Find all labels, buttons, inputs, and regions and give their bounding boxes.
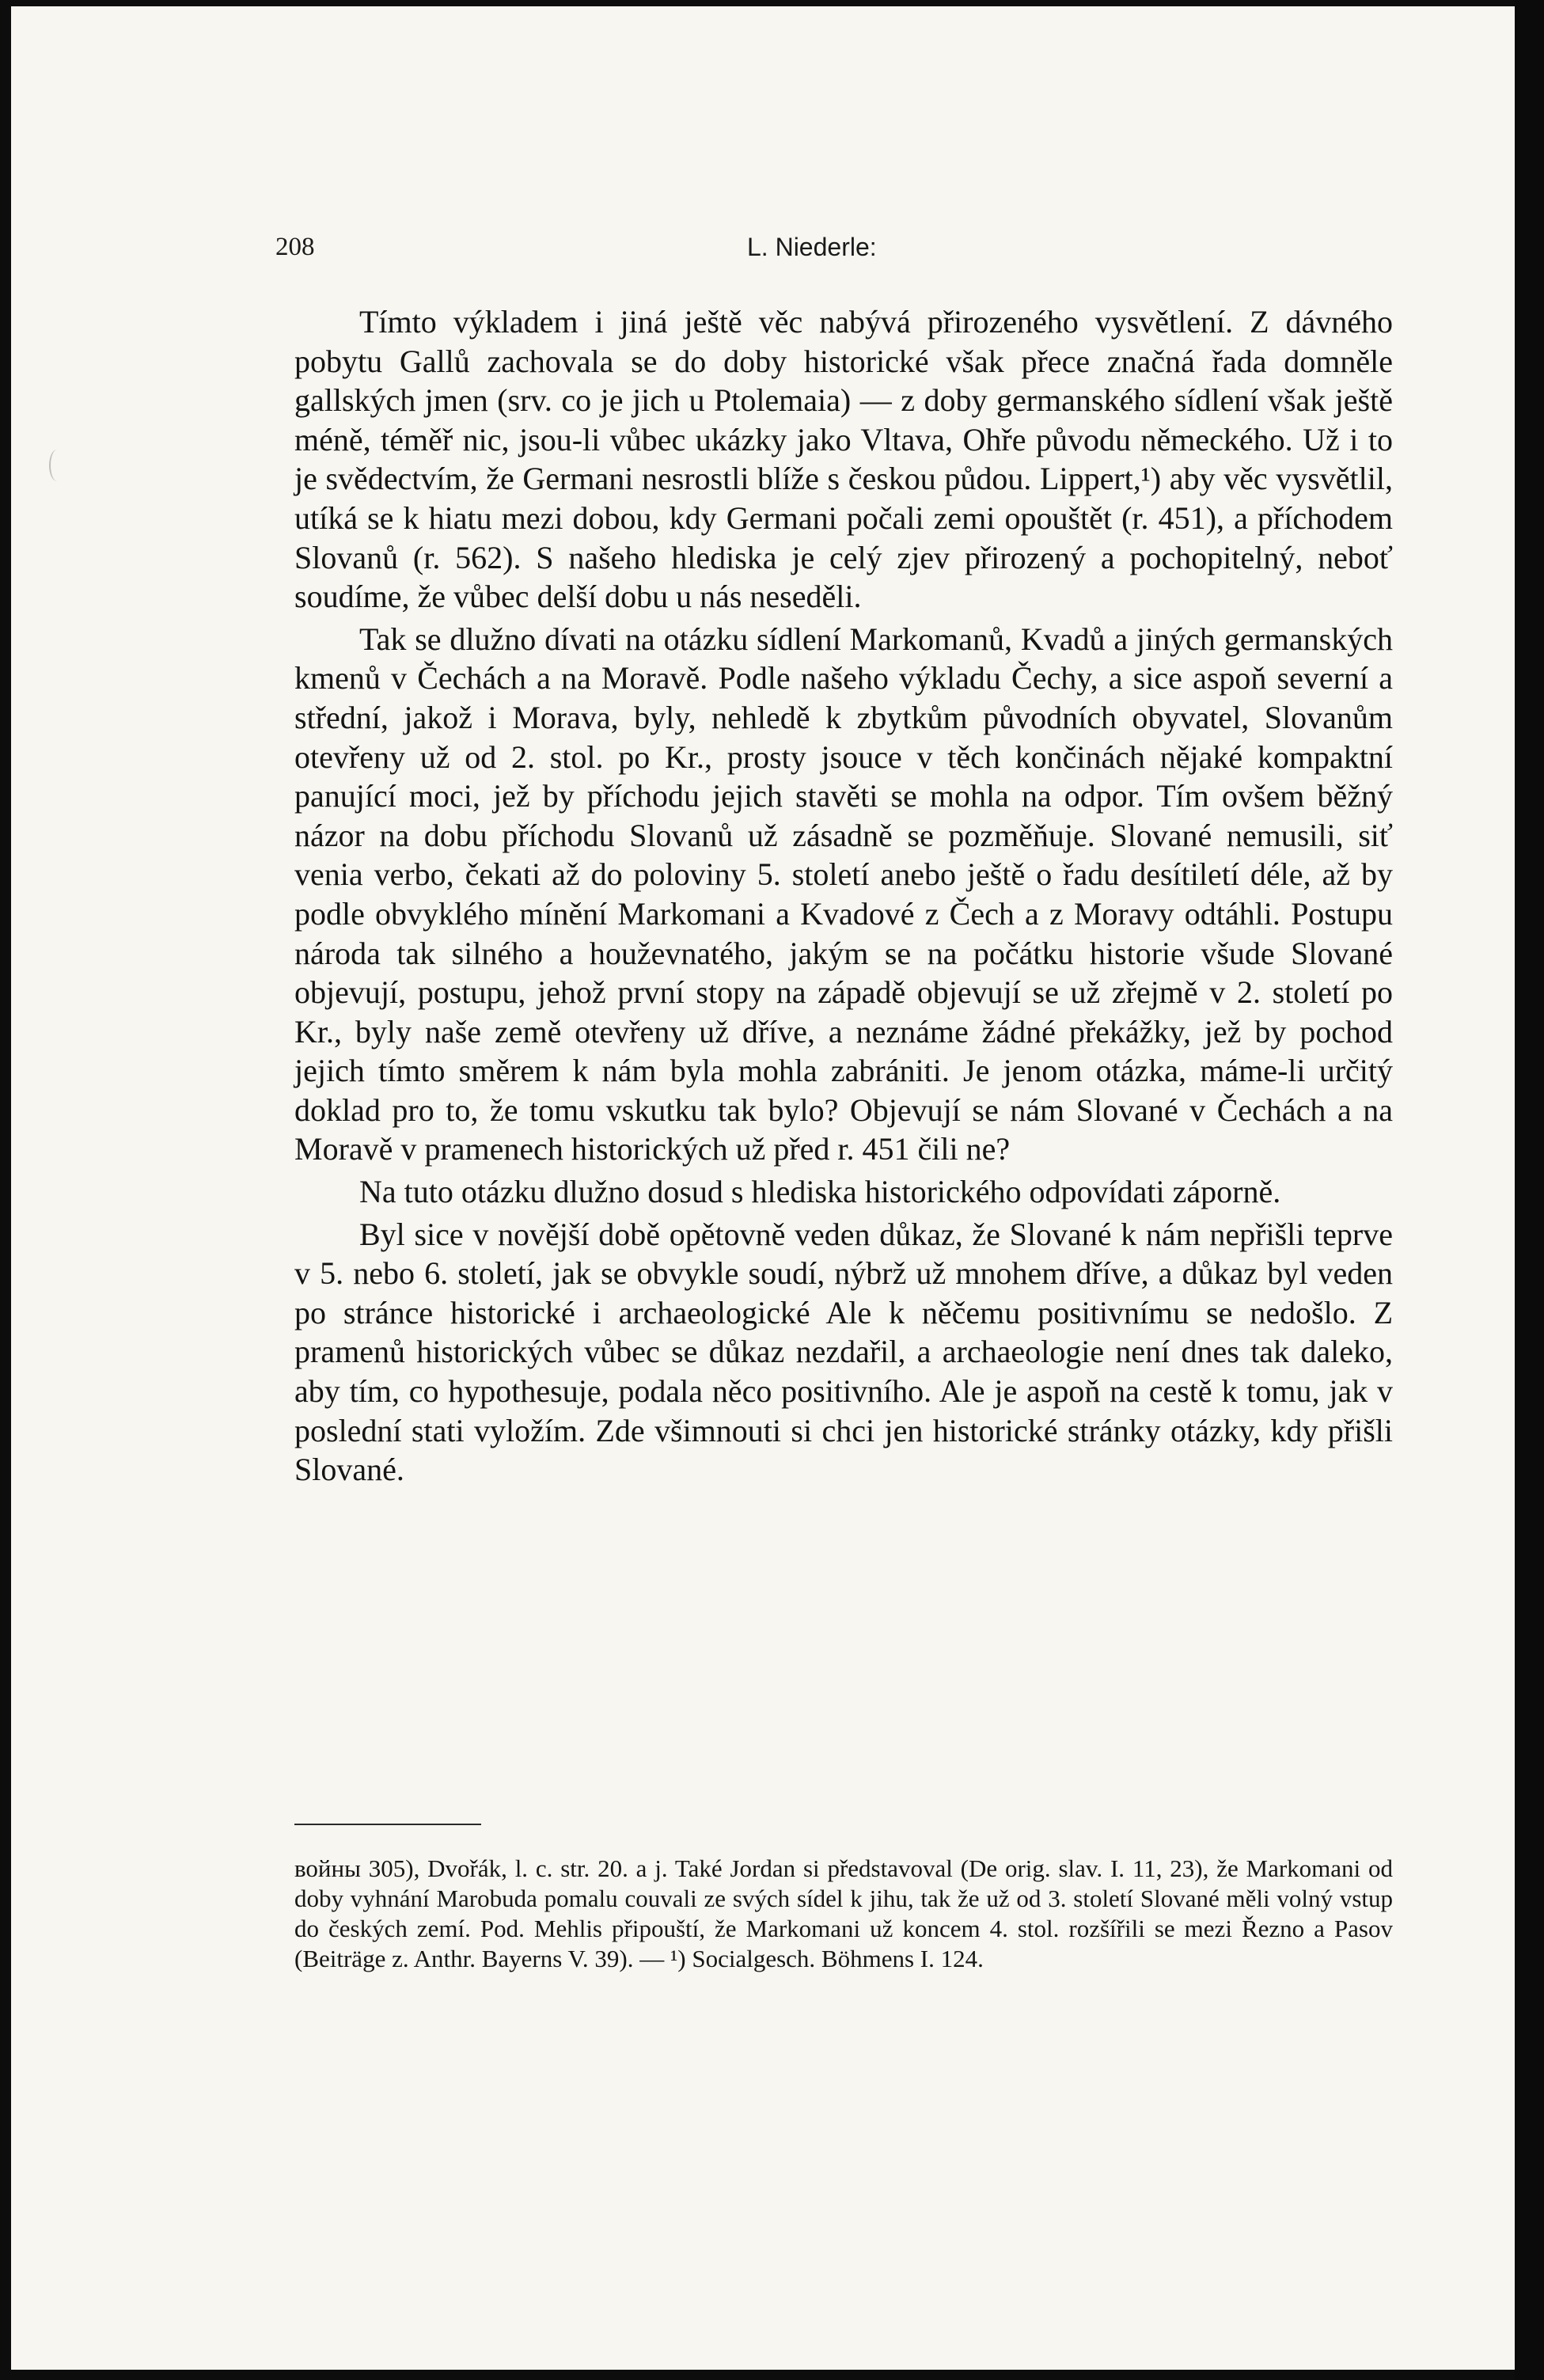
paragraph-2: Tak se dlužno dívati na otázku sídlení Markomanů, Kvadů a jiných germanských kmenů v Čechách a na Moravě. Podle našeho výkladu Čechy, a sice aspoň severní a střední, jakož i Morava, byly, nehledě k zbytkům původních obyvatel, Slovanům otevřeny už od 2. stol. po Kr., prosty jsouce v těch končinách nějaké kompaktní panující moci, jež by příchodu jejich stavěti se mohla na odpor. Tím ovšem běžný názor na dobu příchodu Slovanů už zásadně se pozměňuje. Slované nemusili, siť venia verbo, čekati až do poloviny 5. století anebo ještě o řadu desítiletí déle, až by podle obvyklého mínění Markomani a Kvadové z Čech a z Moravy odtáhli. Postupu národa tak silného a houževnatého, jakým se na počátku historie všude Slované objevují, postupu, jehož první stopy na západě objevují se už zřejmě v 2. století po Kr., byly naše země otevřeny už dříve, a neznáme žádné překážky, jež by pochod jejich tímto směrem k nám byla mohla zabrániti. Je jenom otázka, máme-li určitý doklad pro to, že tomu vskutku tak bylo? Objevují se nám Slované v Čechách a na Moravě v pramenech historických už před r. 451 čili ne? [294, 621, 1393, 1167]
book-page [11, 6, 1515, 2370]
scan-border [1515, 0, 1544, 2380]
paragraph-4: Byl sice v novější době opětovně veden důkaz, že Slované k nám nepřišli teprve v 5. nebo 6. století, jak se obvykle soudí, nýbrž už mnohem dříve, a důkaz byl veden po stránce historické i archaeologické Ale k něčemu positivnímu se nedošlo. Z pramenů historických vůbec se důkaz nezdařil, a archaeologie není dnes tak daleko, aby tím, co hypothesuje, podala něco positivního. Ale je aspoň na cestě k tomu, jak v poslední stati vyložím. Zde všimnouti si chci jen historické stránky otázky, kdy přišli Slované. [294, 1216, 1393, 1488]
footnote-text: войны 305), Dvořák, l. c. str. 20. a j. Také Jordan si představoval (De orig. slav. I. 11, 23), že Markomani od doby vyhnání Marobuda pomalu couvali ze svých sídel k jihu, tak že už od 3. století Slované měli volný vstup do českých zemí. Pod. Mehlis připouští, že Markomani už koncem 4. stol. rozšířili se mezi Řezno a Pasov (Beiträge z. Anthr. Bayerns V. 39). — ¹) Socialgesch. Böhmens I. 124. [294, 1854, 1393, 1972]
page-number: 208 [275, 233, 315, 261]
margin-smudge [49, 450, 65, 481]
running-head: L. Niederle: [747, 233, 877, 261]
footnote-divider [294, 1824, 481, 1825]
paragraph-1: Tímto výkladem i jiná ještě věc nabývá přirozeného vysvětlení. Z dávného pobytu Gallů zachovala se do doby historické však přece značná řada domněle gallských jmen (srv. co je jich u Ptolemaia) — z doby germanského sídlení však ještě méně, téměř nic, jsou-li vůbec ukázky jako Vltava, Ohře původu německého. Už i to je svědectvím, že Germani nesrostli blíže s českou půdou. Lippert,¹) aby věc vysvětlil, utíká se k hiatu mezi dobou, kdy Germani počali zemi opouštět (r. 451), a příchodem Slovanů (r. 562). S našeho hlediska je celý zjev přirozený a pochopitelný, neboť soudíme, že vůbec delší dobu u nás neseděli. [294, 304, 1393, 615]
body-text [294, 302, 1393, 1493]
page-header [275, 233, 1391, 264]
paragraph-3: Na tuto otázku dlužno dosud s hlediska historického odpovídati záporně. [359, 1174, 1281, 1210]
footnotes [294, 1854, 1393, 1974]
